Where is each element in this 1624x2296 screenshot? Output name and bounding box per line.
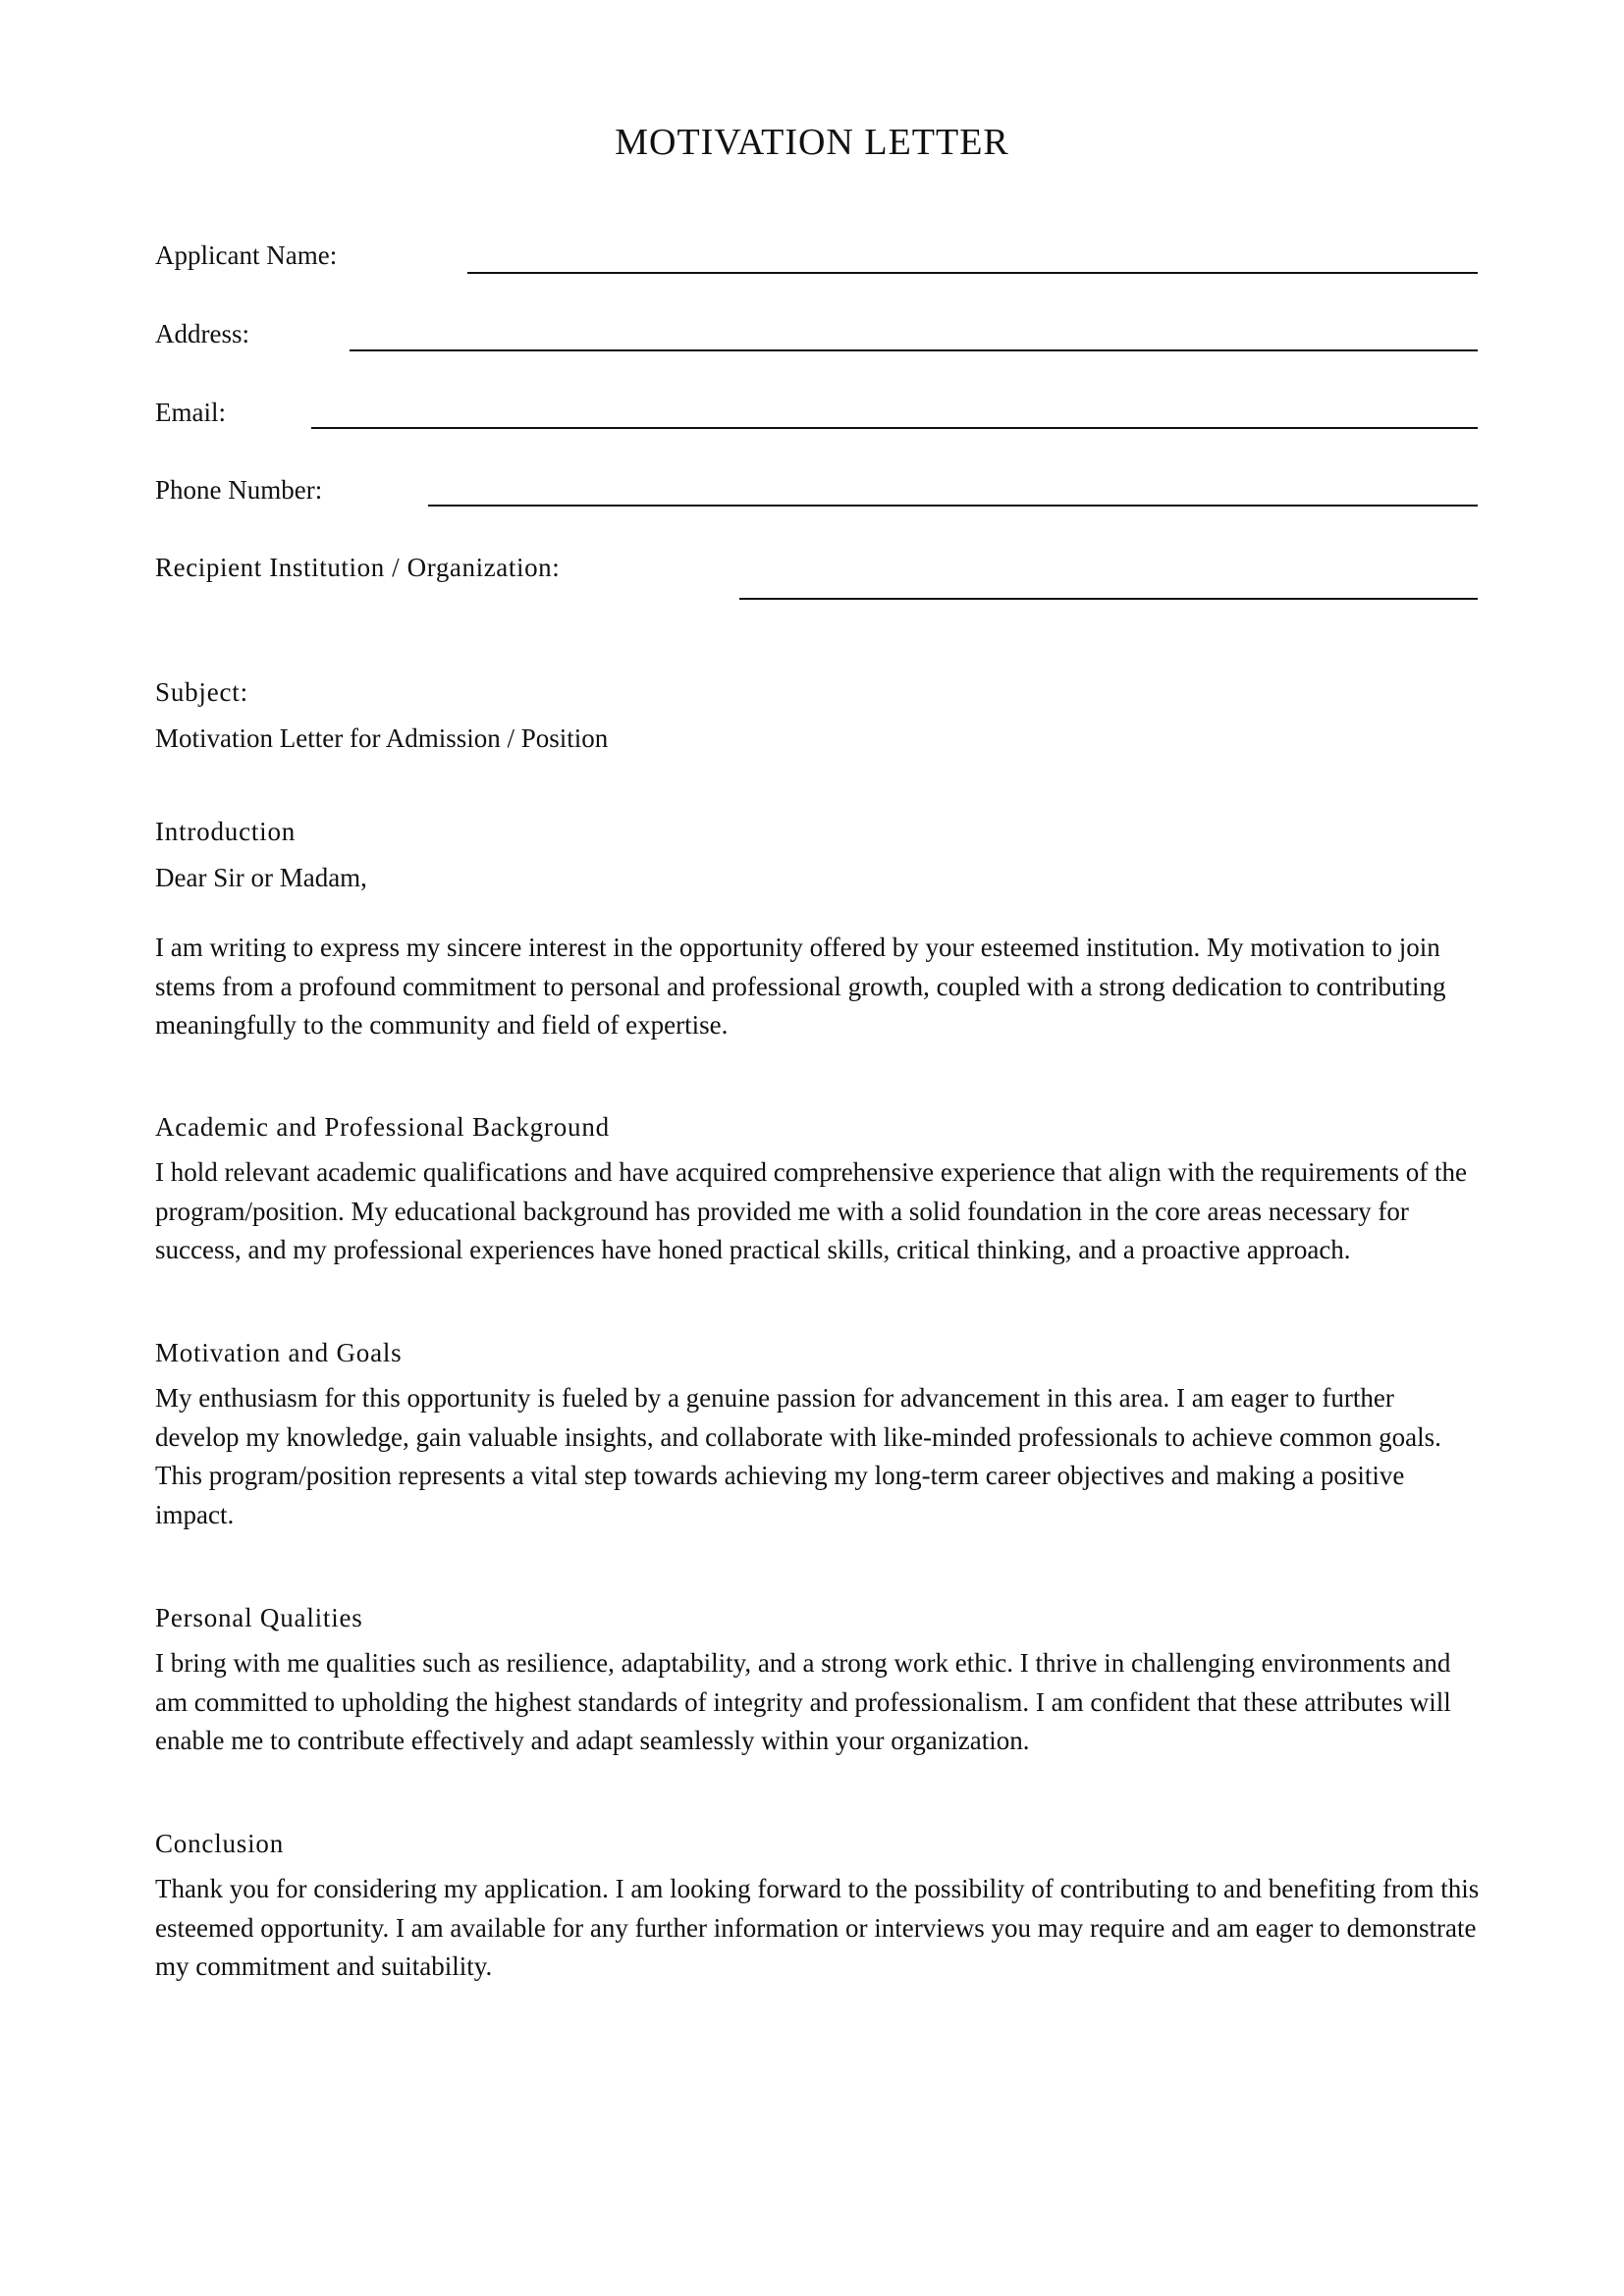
phone-number-field xyxy=(155,470,1478,529)
address-field xyxy=(155,314,1478,373)
conclusion-paragraph: Thank you for considering my application. I am looking forward to the possibility of contributing to and benefiting from this esteemed opportunity. I am available for any further information or interviews you may require and am eager to demonstrate my commitment and suitability. xyxy=(155,1874,1480,1981)
email-label: Email: xyxy=(155,398,226,427)
recipient-label: Recipient Institution / Organization: xyxy=(155,553,561,582)
greeting: Dear Sir or Madam, xyxy=(155,863,367,892)
applicant-name-label: Applicant Name: xyxy=(155,240,338,270)
email-input-line[interactable] xyxy=(311,427,1478,429)
conclusion-heading: Conclusion xyxy=(155,1829,285,1858)
motivation-heading: Motivation and Goals xyxy=(155,1338,403,1367)
address-input-line[interactable] xyxy=(350,349,1478,351)
phone-number-label: Phone Number: xyxy=(155,475,323,505)
email-field xyxy=(155,393,1478,452)
subject-label: Subject: xyxy=(155,677,248,707)
background-paragraph: I hold relevant academic qualifications and have acquired comprehensive experience that align with the requirements of the program/position. My educational background has provided me with a solid foundation in the core areas necessary for success, and my professional experiences have honed practical skills, critical thinking, and a proactive approach. xyxy=(155,1157,1467,1264)
phone-number-input-line[interactable] xyxy=(428,505,1478,507)
qualities-heading: Personal Qualities xyxy=(155,1603,363,1632)
applicant-name-field xyxy=(155,236,1478,294)
introduction-paragraph: I am writing to express my sincere interest in the opportunity offered by your esteemed institution. My motivation to join stems from a profound commitment to personal and professional growth, coupled with a strong dedication to contributing meaningfully to the community and field of expertise. xyxy=(155,933,1446,1040)
address-label: Address: xyxy=(155,319,249,348)
motivation-paragraph: My enthusiasm for this opportunity is fueled by a genuine passion for advancement in this area. I am eager to further develop my knowledge, gain valuable insights, and collaborate with like-minded professionals to achieve common goals. This program/position represents a vital step towards achieving my long-term career objectives and making a positive impact. xyxy=(155,1383,1441,1529)
document-title: MOTIVATION LETTER xyxy=(615,122,1009,163)
applicant-name-input-line[interactable] xyxy=(467,272,1478,274)
qualities-paragraph: I bring with me qualities such as resilience, adaptability, and a strong work ethic. I thrive in challenging environments and am committed to upholding the highest standards of integrity and professionalism. I am confident that these attributes will enable me to contribute effectively and adapt seamlessly within your organization. xyxy=(155,1648,1451,1755)
recipient-field xyxy=(155,548,1478,636)
subject-value: Motivation Letter for Admission / Position xyxy=(155,723,609,753)
introduction-heading: Introduction xyxy=(155,817,297,846)
recipient-input-line[interactable] xyxy=(739,598,1478,600)
background-heading: Academic and Professional Background xyxy=(155,1112,610,1142)
